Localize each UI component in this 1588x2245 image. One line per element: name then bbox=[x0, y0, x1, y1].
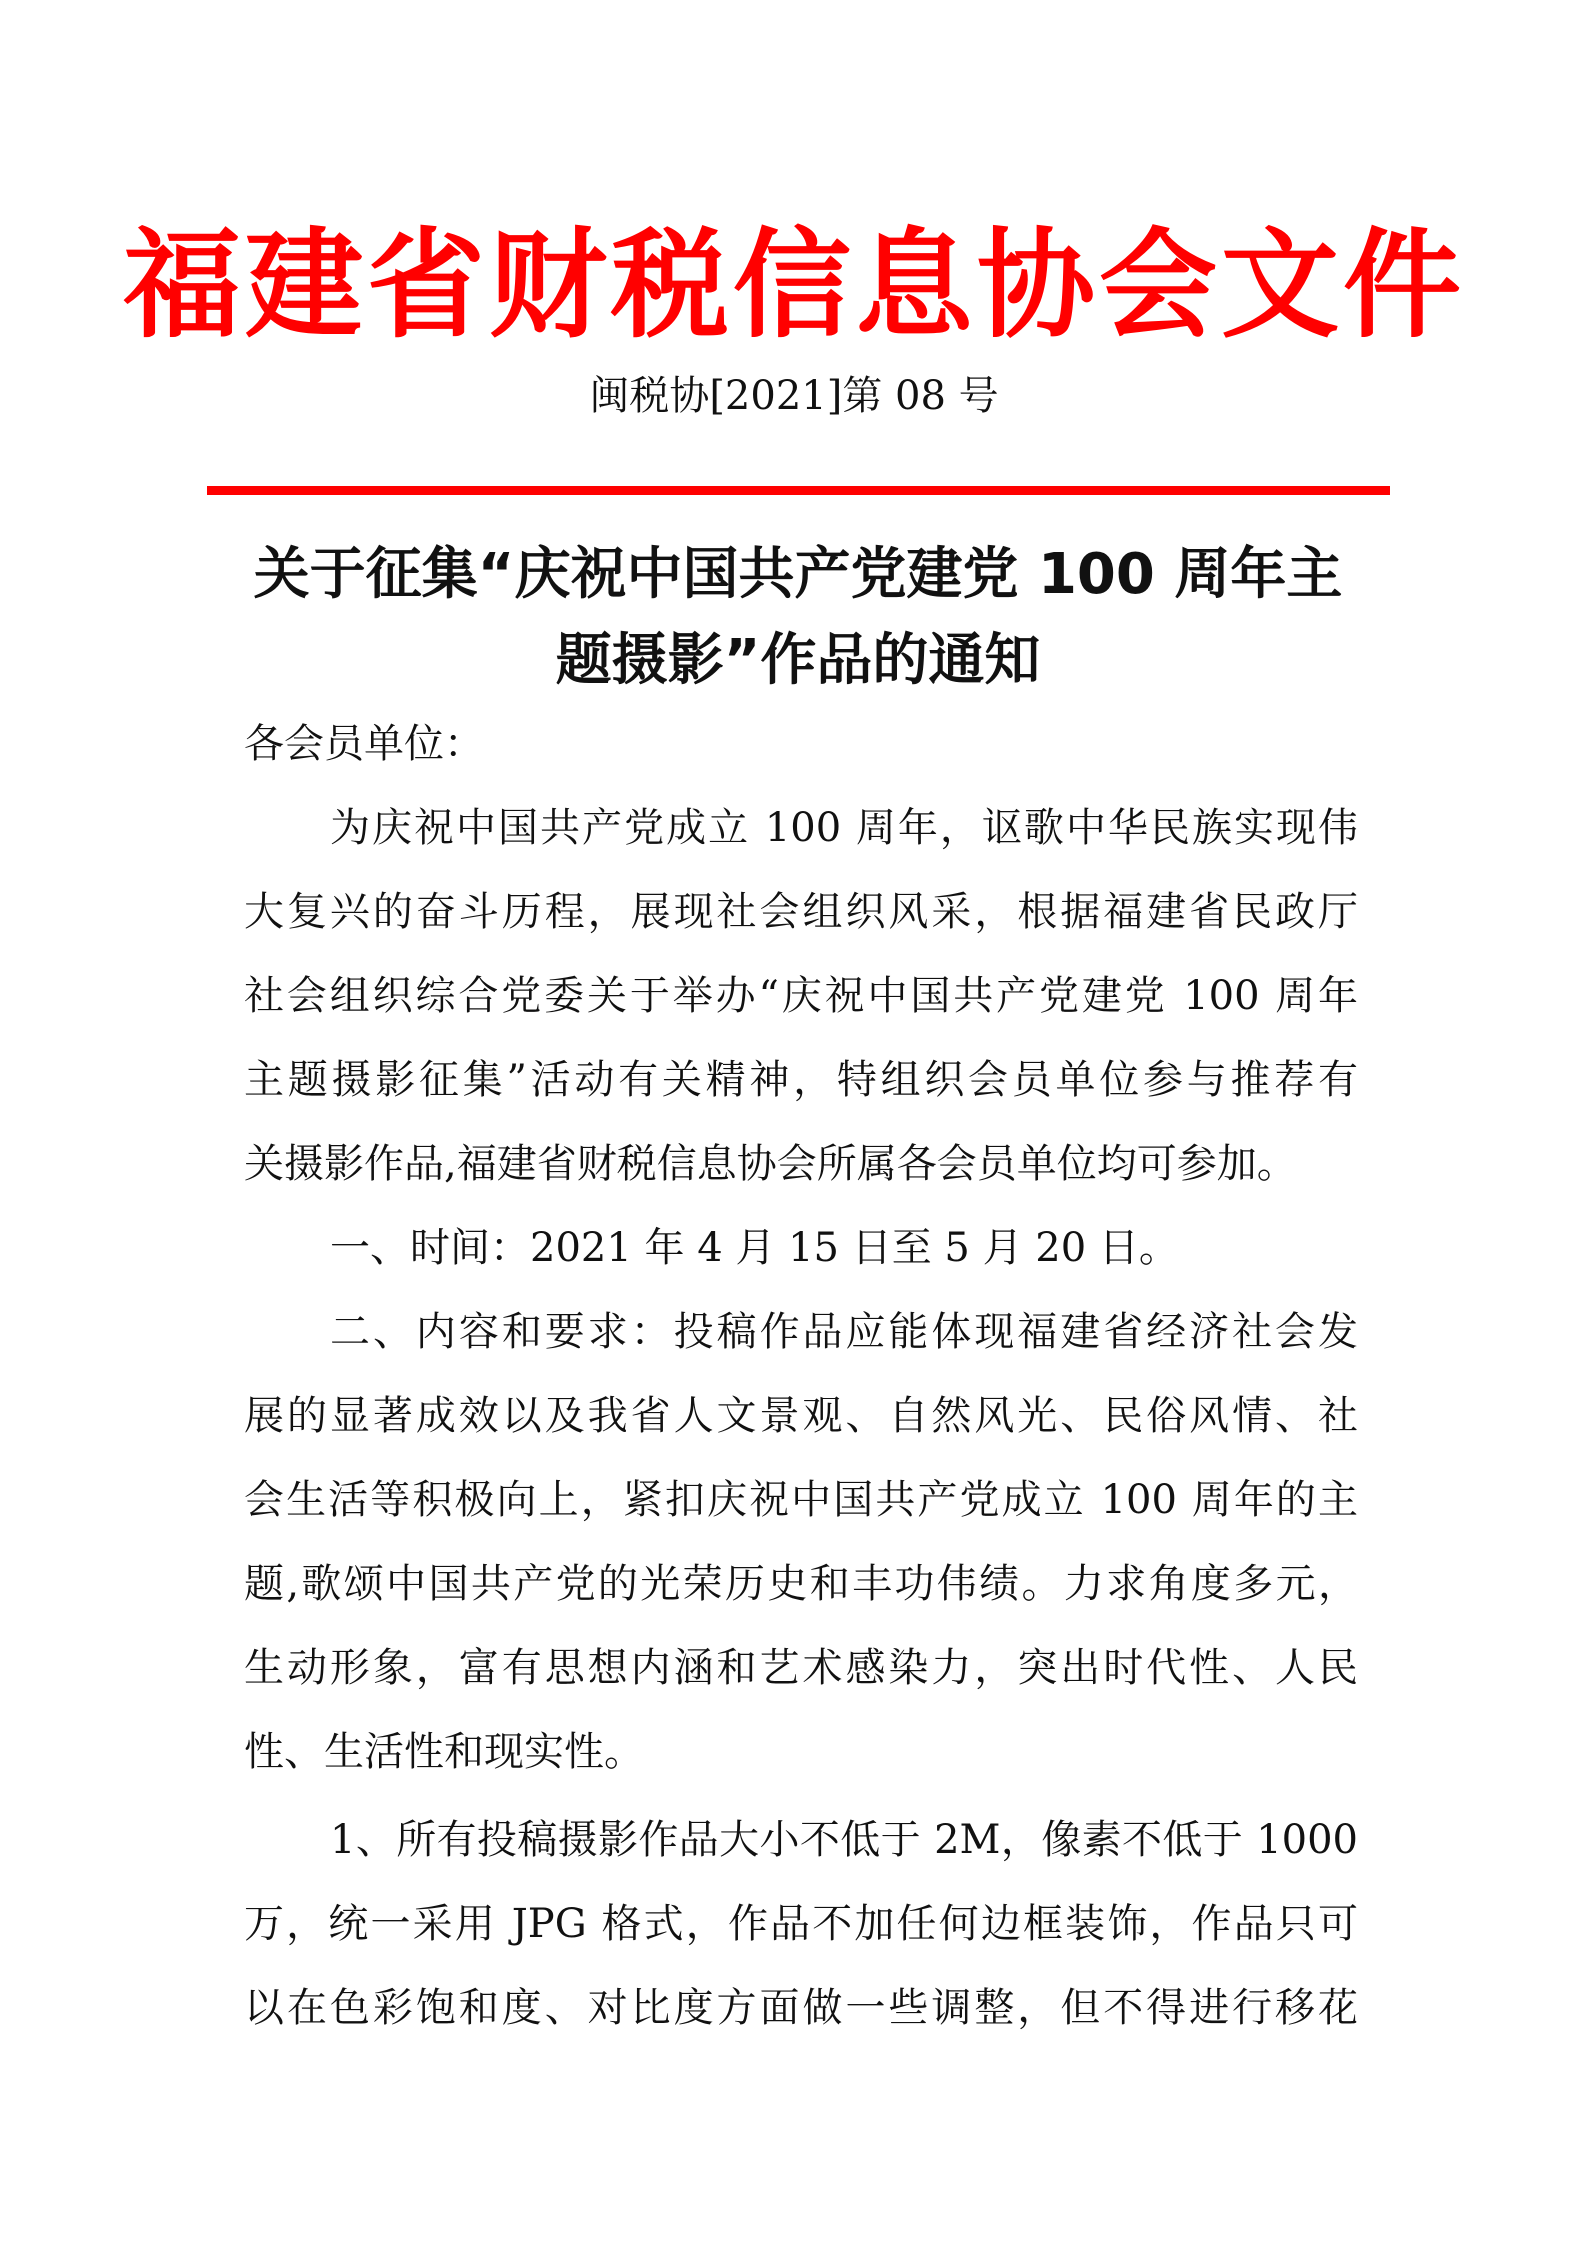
notice-title-line: 关于征集“庆祝中国共产党建党 100 周年主 bbox=[253, 542, 1343, 607]
paragraph-line: 会生活等积极向上，紧扣庆祝中国共产党成立 100 周年的主 bbox=[244, 1477, 1358, 1523]
paragraph-line: 社会组织综合党委关于举办“庆祝中国共产党建党 100 周年 bbox=[244, 973, 1358, 1019]
masthead-title: 福建省财税信息协会文件 bbox=[122, 216, 1465, 354]
paragraph-line: 为庆祝中国共产党成立 100 周年，讴歌中华民族实现伟 bbox=[330, 805, 1358, 851]
salutation: 各会员单位： bbox=[244, 721, 484, 767]
paragraph-line: 大复兴的奋斗历程，展现社会组织风采，根据福建省民政厅 bbox=[244, 889, 1358, 935]
item-1-paragraph bbox=[244, 1798, 1358, 2050]
paragraph-line: 展的显著成效以及我省人文景观、自然风光、民俗风情、社 bbox=[244, 1393, 1358, 1439]
paragraph-line: 二、内容和要求：投稿作品应能体现福建省经济社会发 bbox=[330, 1309, 1358, 1355]
paragraph-line: 主题摄影征集”活动有关精神，特组织会员单位参与推荐有 bbox=[244, 1057, 1358, 1103]
content-requirements-paragraph bbox=[244, 1290, 1358, 1794]
paragraph-line: 以在色彩饱和度、对比度方面做一些调整，但不得进行移花 bbox=[244, 1985, 1358, 2031]
time-paragraph bbox=[244, 1206, 1358, 1290]
red-divider-rule bbox=[207, 486, 1390, 495]
paragraph-line: 万，统一采用 JPG 格式，作品不加任何边框装饰，作品只可 bbox=[244, 1901, 1358, 1947]
paragraph-line: 生动形象，富有思想内涵和艺术感染力，突出时代性、人民 bbox=[244, 1645, 1358, 1691]
document-number: 闽税协[2021]第 08 号 bbox=[589, 373, 999, 419]
paragraph-line: 一、时间：2021 年 4 月 15 日至 5 月 20 日。 bbox=[330, 1225, 1179, 1271]
notice-title bbox=[240, 532, 1356, 704]
paragraph-line: 1、所有投稿摄影作品大小不低于 2M，像素不低于 1000 bbox=[330, 1817, 1358, 1863]
document-body bbox=[244, 702, 1358, 2050]
paragraph-line: 关摄影作品,福建省财税信息协会所属各会员单位均可参加。 bbox=[244, 1141, 1297, 1187]
intro-paragraph bbox=[244, 786, 1358, 1206]
notice-title-line: 题摄影”作品的通知 bbox=[555, 628, 1041, 693]
paragraph-line: 题,歌颂中国共产党的光荣历史和丰功伟绩。力求角度多元， bbox=[244, 1561, 1358, 1607]
paragraph-line: 性、生活性和现实性。 bbox=[244, 1729, 644, 1775]
